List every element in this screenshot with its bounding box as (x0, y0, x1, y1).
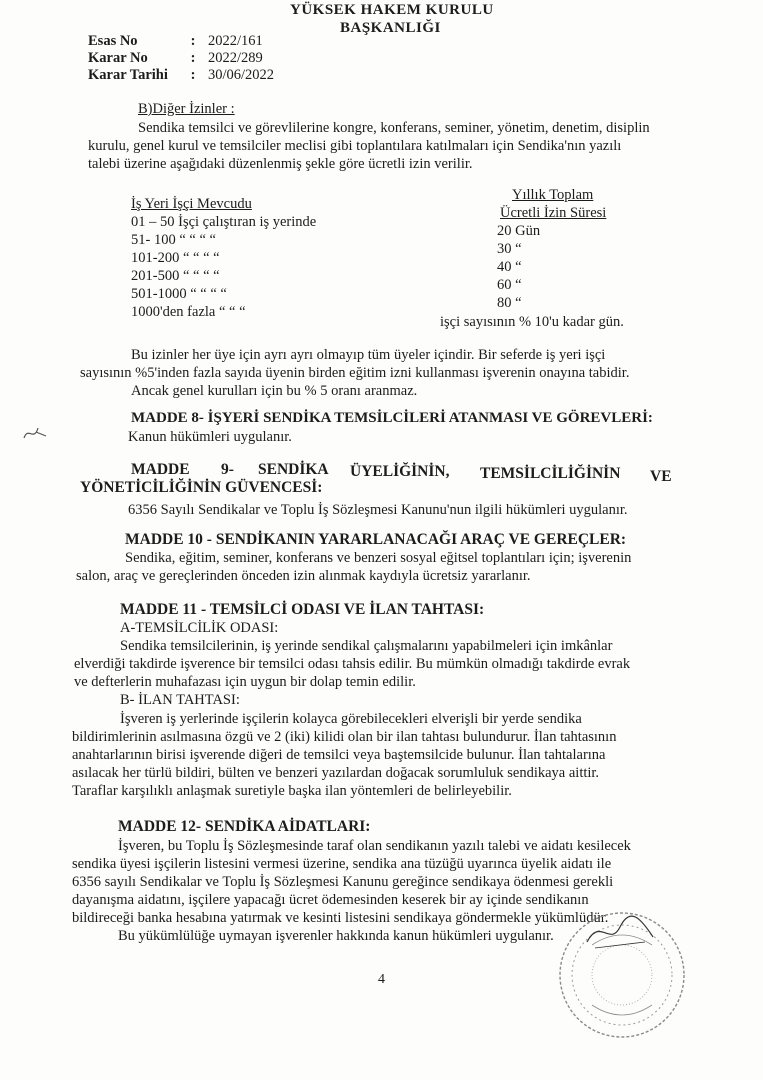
madde11-a-line: Sendika temsilcilerinin, iş yerinde sendikal çalışmalarını yapabilmeleri için imkânlar (120, 638, 613, 654)
madde12-title: MADDE 12- SENDİKA AİDATLARI: (118, 818, 371, 835)
b-para-line: kurulu, genel kurul ve temsilciler meclisi gibi toplantılara katılmaları için Sendika'nın yazılı (88, 138, 622, 154)
table-right-row: 80 “ (497, 295, 522, 311)
madde11-b-line: bildirimlerinin asılmasına özgü ve 2 (iki) kilidi olan bir ilan tahtası bulundurur. İlan tahtasının (72, 729, 617, 745)
header-line-2: BAŞKANLIĞI (340, 20, 441, 36)
after-table-line: Ancak genel kurulları için bu % 5 oranı aranmaz. (131, 383, 418, 399)
madde11-b-line: anahtarlarının birisi işverende diğeri de temsilci veya baştemsilcide bulunur. İlan tahtalarına (72, 747, 606, 763)
madde9-body: 6356 Sayılı Sendikalar ve Toplu İş Sözleşmesi Kanunu'nun ilgili hükümleri uygulanır. (128, 502, 628, 518)
table-col1-header: İş Yeri İşçi Mevcudu (131, 196, 252, 212)
madde11-b-title: B- İLAN TAHTASI: (120, 692, 240, 708)
madde10-title: MADDE 10 - SENDİKANIN YARARLANACAĞI ARAÇ VE GEREÇLER: (125, 531, 627, 548)
madde9-w5: TEMSİLCİLİĞİNİN (480, 465, 621, 482)
meta-label: Karar No (88, 50, 148, 66)
table-left-row: 01 – 50 İşçi çalıştıran iş yerinde (131, 214, 317, 230)
madde8-title: MADDE 8- İŞYERİ SENDİKA TEMSİLCİLERİ ATANMASI VE GÖREVLERİ: (131, 410, 653, 426)
meta-label: Esas No (88, 33, 138, 49)
meta-sep: : (190, 33, 196, 49)
meta-row-tarih (88, 67, 328, 84)
madde11-a-title: A-TEMSİLCİLİK ODASI: (120, 620, 279, 636)
after-table-line: sayısının %5'inden fazla sayıda üyenin birden eğitim izni kullanması işverenin onayına tabidir. (80, 365, 630, 381)
madde12-line: dayanışma aidatını, işçilere yapacağı ücret ödemesinden keserek bir ay içinde sendikanın (72, 892, 589, 908)
madde12-line: sendika üyesi işçilerin listesini vermesi üzerine, sendika ana tüzüğü uyarınca üyelik aidatı ile (72, 856, 612, 872)
madde9-w3: SENDİKA (258, 461, 329, 478)
after-table-line: Bu izinler her üye için ayrı ayrı olmayıp tüm üyeler içindir. Bir seferde iş yeri işçi (131, 347, 606, 363)
meta-label: Karar Tarihi (88, 67, 168, 83)
b-para-line: talebi üzerine aşağıdaki düzenlenmiş şekle göre ücretli izin verilir. (88, 156, 473, 172)
table-col2-header-line1: Yıllık Toplam (512, 187, 594, 203)
madde11-title: MADDE 11 - TEMSİLCİ ODASI VE İLAN TAHTASI: (120, 601, 485, 618)
madde11-a-line: ve defterlerin muhafazası için uygun bir dolap temin edilir. (74, 674, 416, 690)
madde11-b-line: Taraflar karşılıklı anlaşmak suretiyle başka ilan yöntemleri de belirleyebilir. (72, 783, 512, 799)
table-right-row: işçi sayısının % 10'u kadar gün. (440, 314, 624, 330)
meta-sep: : (190, 50, 196, 66)
madde10-body-line: Sendika, eğitim, seminer, konferans ve benzeri sosyal eğitsel toplantıları için; işverenin (125, 550, 632, 566)
madde9-w2: 9- (221, 461, 234, 478)
madde11-b-line: İşveren iş yerlerinde işçilerin kolayca görebilecekleri elverişli bir yerde sendika (120, 711, 582, 727)
case-meta (88, 33, 328, 84)
table-right-row: 30 “ (497, 241, 522, 257)
madde12-line: Bu yükümlülüğe uymayan işverenler hakkında kanun hükümleri uygulanır. (118, 928, 554, 944)
meta-row-esas (88, 33, 328, 50)
table-left-row: 51- 100 “ “ “ “ (131, 232, 216, 248)
table-col2-header-line2: Ücretli İzin Süresi (500, 205, 607, 221)
table-left-row: 1000'den fazla “ “ “ (131, 304, 246, 320)
meta-value: 2022/161 (208, 33, 263, 49)
table-right-row: 20 Gün (497, 223, 541, 239)
header-line-1: YÜKSEK HAKEM KURULU (290, 2, 494, 18)
table-left-row: 501-1000 “ “ “ “ (131, 286, 227, 302)
madde10-body-line: salon, araç ve gereçlerinden önceden izin alınmak kaydıyla ücretsiz yararlanır. (76, 568, 531, 584)
signature-icon (585, 912, 655, 952)
b-section-title: B)Diğer İzinler : (138, 101, 235, 117)
madde9-title-line2: YÖNETİCİLİĞİNİN GÜVENCESİ: (80, 479, 323, 496)
madde9-w6: VE (650, 468, 672, 485)
madde12-line: İşveren, bu Toplu İş Sözleşmesinde taraf olan sendikanın yazılı talebi ve aidatı kesilecek (118, 838, 631, 854)
madde12-line: bildireceği banka hesabına yatırmak ve kesinti listesini sendikaya göndermekle yükümlüdür. (72, 910, 609, 926)
table-right-row: 60 “ (497, 277, 522, 293)
meta-value: 2022/289 (208, 50, 263, 66)
meta-sep: : (190, 67, 196, 83)
margin-mark-icon (20, 418, 50, 448)
b-para-line: Sendika temsilci ve görevlilerine kongre, konferans, seminer, yönetim, denetim, disiplin (138, 120, 650, 136)
table-left-row: 101-200 “ “ “ “ (131, 250, 220, 266)
meta-row-karar (88, 50, 328, 67)
madde11-b-line: asılacak her türlü bildiri, bülten ve benzeri yazılardan doğacak sorumluluk sendikaya aittir. (72, 765, 600, 781)
table-right-row: 40 “ (497, 259, 522, 275)
madde9-w1: MADDE (131, 461, 190, 478)
madde9-w4: ÜYELİĞİNİN, (350, 463, 450, 480)
page-number: 4 (378, 972, 385, 987)
madde8-body: Kanun hükümleri uygulanır. (128, 429, 292, 445)
madde11-a-line: elverdiği takdirde işverence bir temsilci odası tahsis edilir. Bu mümkün olmadığı takdirde evrak (74, 656, 631, 672)
madde12-line: 6356 sayılı Sendikalar ve Toplu İş Sözleşmesi Kanunu gereğince sendikaya ödenmesi gerekli (72, 874, 614, 890)
meta-value: 30/06/2022 (208, 67, 275, 83)
table-left-row: 201-500 “ “ “ “ (131, 268, 220, 284)
